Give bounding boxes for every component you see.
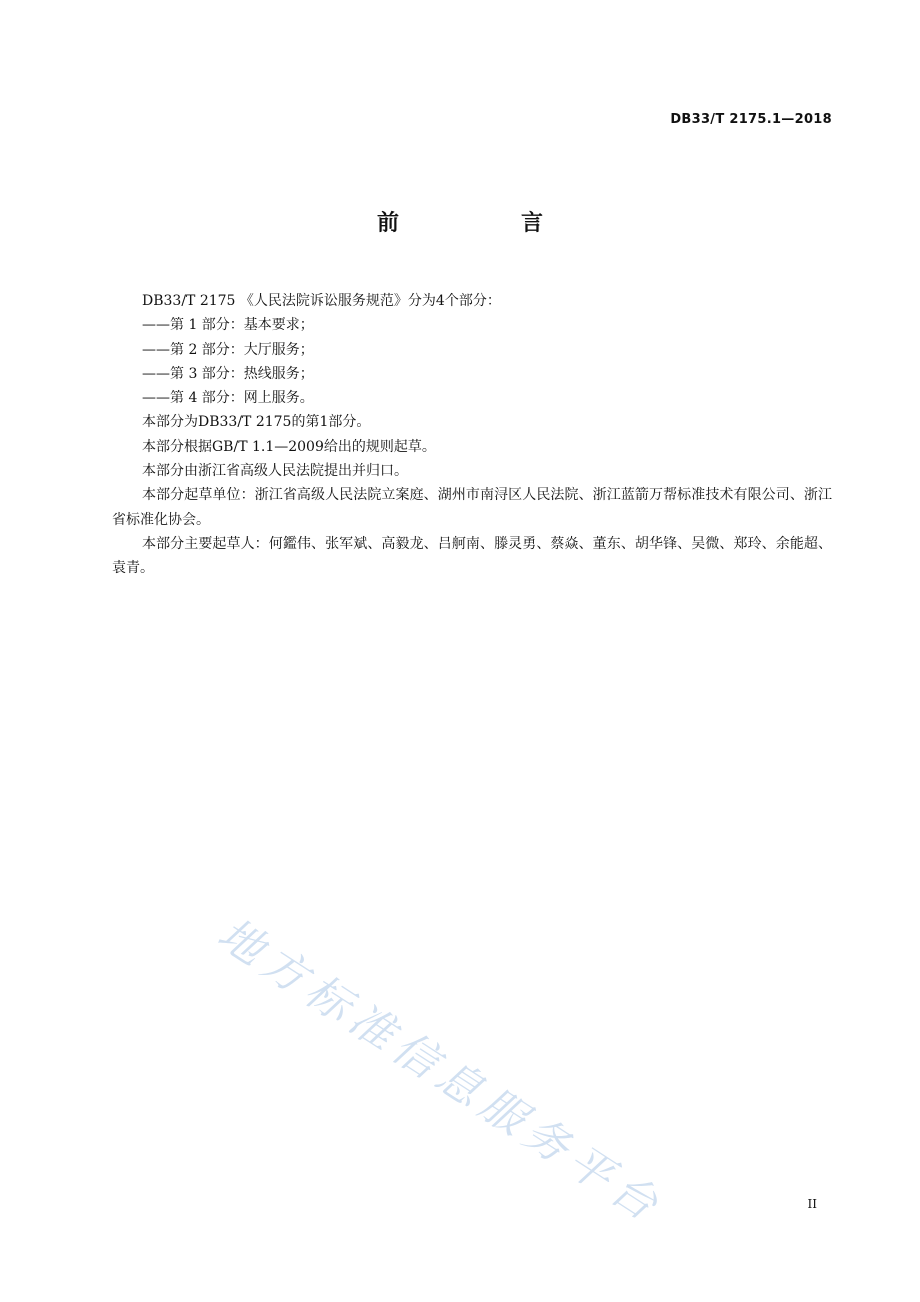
paragraph-drafting-rules: 本部分根据GB/T 1.1—2009给出的规则起草。 <box>142 438 436 455</box>
paragraph-part-3: ——第 3 部分：热线服务； <box>142 365 314 382</box>
paragraph-scope: 本部分为DB33/T 2175的第1部分。 <box>142 414 371 431</box>
page-number: II <box>807 1197 817 1211</box>
paragraph-intro: DB33/T 2175 《人民法院诉讼服务规范》分为4个部分： <box>142 293 501 309</box>
document-code: DB33/T 2175.1—2018 <box>670 112 832 127</box>
paragraph-part-4: ——第 4 部分：网上服务。 <box>142 390 314 407</box>
watermark: 地方标准信息服务平台 <box>208 908 673 1235</box>
page-title: 前 言 <box>376 211 593 236</box>
paragraph-drafters: 本部分主要起草人：何鑑伟、张军斌、高毅龙、吕舸南、滕灵勇、蔡焱、董东、胡华锋、吴微、郑玲、余能超、袁青。 <box>112 535 832 577</box>
foreword-body <box>112 289 832 581</box>
paragraph-drafting-units: 本部分起草单位：浙江省高级人民法院立案庭、湖州市南浔区人民法院、浙江蓝箭万帮标准技术有限公司、浙江省标准化协会。 <box>112 487 832 528</box>
paragraph-proposer: 本部分由浙江省高级人民法院提出并归口。 <box>142 463 408 480</box>
paragraph-part-1: ——第 1 部分：基本要求； <box>142 317 314 334</box>
paragraph-part-2: ——第 2 部分：大厅服务； <box>142 341 314 358</box>
